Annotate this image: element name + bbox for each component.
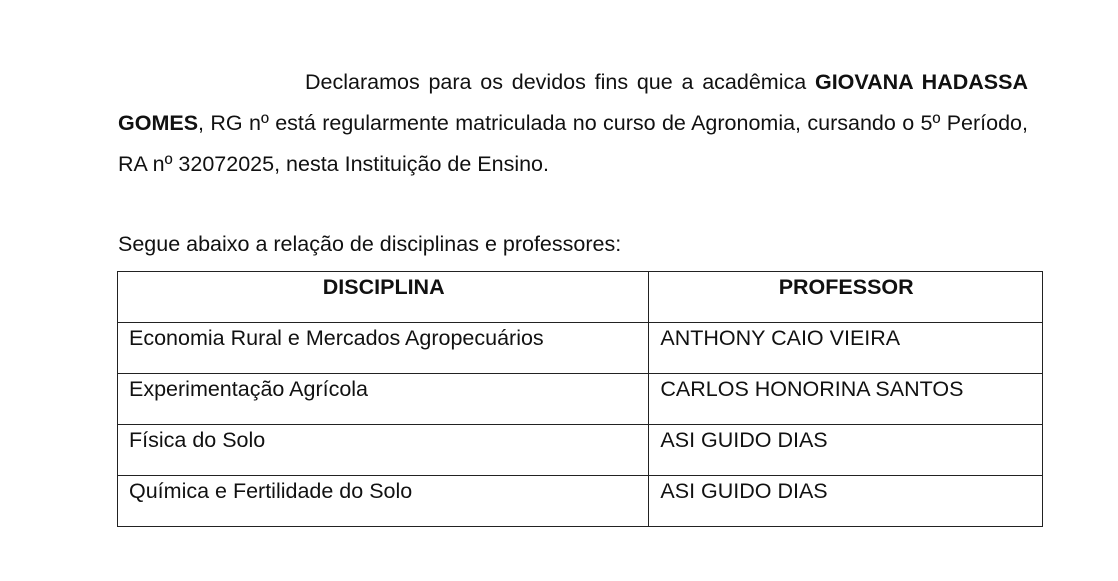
table-row (118, 425, 1043, 476)
table-row (118, 374, 1043, 425)
declaration-text-end: , RG nº está regularmente matriculada no curso de Agronomia, cursando o 5º Período, RA nº 32072025, nesta Instituição de Ensino. (118, 111, 1028, 176)
professor-cell: ANTHONY CAIO VIEIRA (649, 323, 1043, 374)
header-professor: PROFESSOR (649, 272, 1043, 323)
discipline-cell: Economia Rural e Mercados Agropecuários (118, 323, 649, 374)
professor-cell: ASI GUIDO DIAS (649, 476, 1043, 527)
discipline-cell: Experimentação Agrícola (118, 374, 649, 425)
declaration-paragraph (118, 62, 1028, 185)
student-name: GIOVANA HADASSA GOMES (118, 70, 1028, 135)
declaration-text-start: Declaramos para os devidos fins que a acadêmica (305, 70, 815, 94)
professor-cell: ASI GUIDO DIAS (649, 425, 1043, 476)
table-intro: Segue abaixo a relação de disciplinas e professores: (118, 232, 622, 256)
table-header-row (118, 272, 1043, 323)
header-discipline: DISCIPLINA (118, 272, 649, 323)
professor-cell: CARLOS HONORINA SANTOS (649, 374, 1043, 425)
table-row (118, 476, 1043, 527)
disciplines-table (117, 271, 1043, 527)
table-row (118, 323, 1043, 374)
discipline-cell: Física do Solo (118, 425, 649, 476)
discipline-cell: Química e Fertilidade do Solo (118, 476, 649, 527)
